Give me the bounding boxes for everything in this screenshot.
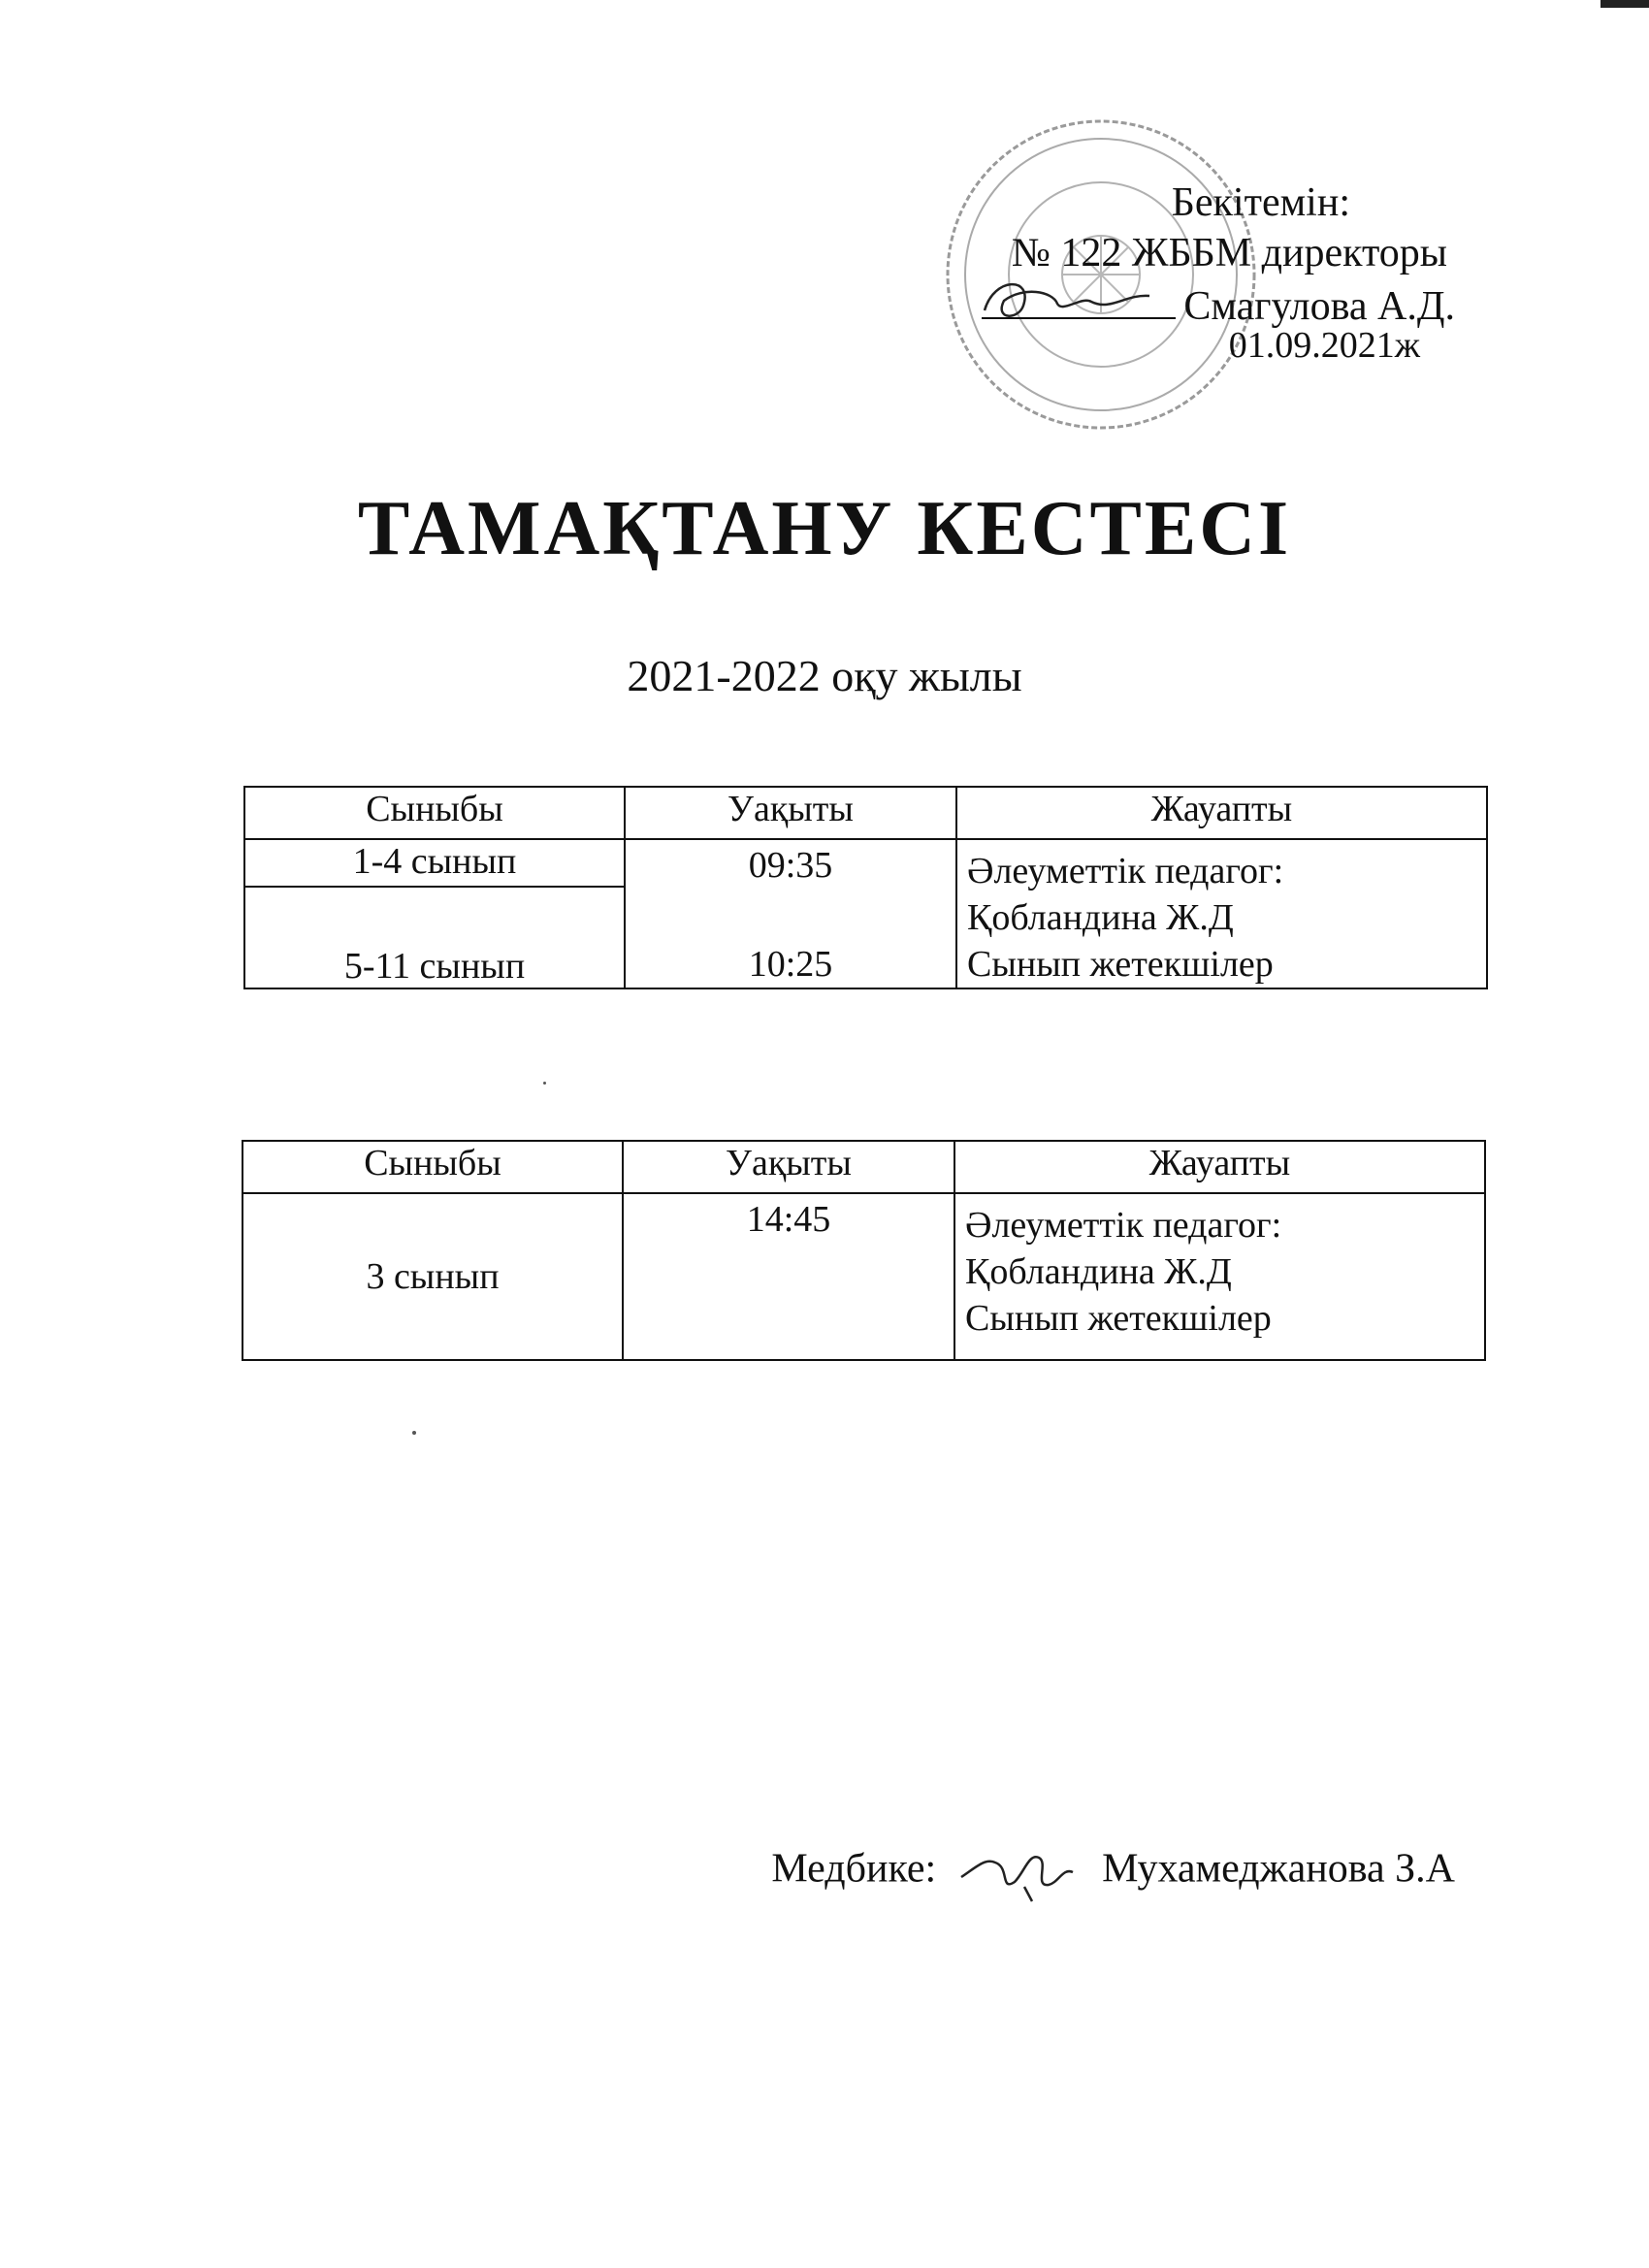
cell-class: 5-11 сынып: [244, 887, 625, 988]
header-time: Уақыты: [623, 1141, 954, 1193]
responsible-line: Сынып жетекшілер: [965, 1298, 1272, 1339]
header-responsible: Жауапты: [954, 1141, 1485, 1193]
medic-signature: [956, 1838, 1083, 1906]
table-header-row: [242, 1141, 1485, 1193]
approval-title: Бекітемін:: [1171, 180, 1350, 225]
table-row: [242, 1193, 1485, 1360]
header-time: Уақыты: [625, 787, 956, 839]
cell-class: 1-4 сынып: [244, 839, 625, 887]
cell-class: 3 сынып: [242, 1193, 623, 1360]
schedule-table-2: [242, 1140, 1486, 1361]
medic-signature-block: [771, 1838, 1455, 1906]
director-name: Смагулова А.Д.: [1183, 284, 1455, 329]
medic-name: Мухамеджанова З.А: [1102, 1846, 1455, 1892]
cell-time: 10:25: [748, 944, 833, 985]
document-title: ТАМАҚТАНУ КЕСТЕСІ: [357, 486, 1292, 571]
director-signature: [965, 267, 1159, 335]
header-class: Сыныбы: [242, 1141, 623, 1193]
scan-speck: [543, 1082, 546, 1085]
responsible-line: Қобландина Ж.Д: [965, 1251, 1232, 1292]
cell-time: 14:45: [623, 1193, 954, 1360]
cell-responsible: [956, 839, 1487, 988]
header-class: Сыныбы: [244, 787, 625, 839]
table-row: [244, 839, 1487, 887]
medic-label: Медбике:: [771, 1846, 937, 1892]
schedule-table-1: [243, 786, 1488, 989]
scan-speck: [412, 1431, 416, 1435]
responsible-line: Қобландина Ж.Д: [967, 897, 1234, 938]
responsible-line: Әлеуметтік педагог:: [965, 1205, 1282, 1246]
responsible-line: Әлеуметтік педагог:: [967, 851, 1284, 891]
approval-date: 01.09.2021ж: [1228, 325, 1420, 366]
cell-time-group: [625, 839, 956, 988]
header-responsible: Жауапты: [956, 787, 1487, 839]
responsible-line: Сынып жетекшілер: [967, 944, 1274, 985]
cell-responsible: [954, 1193, 1485, 1360]
table-header-row: [244, 787, 1487, 839]
approval-organization: № 122 ЖББМ директоры: [1011, 231, 1447, 275]
cell-time: 09:35: [748, 845, 833, 886]
scan-edge-mark: [1600, 0, 1649, 8]
document-subtitle: 2021-2022 оқу жылы: [627, 651, 1022, 700]
